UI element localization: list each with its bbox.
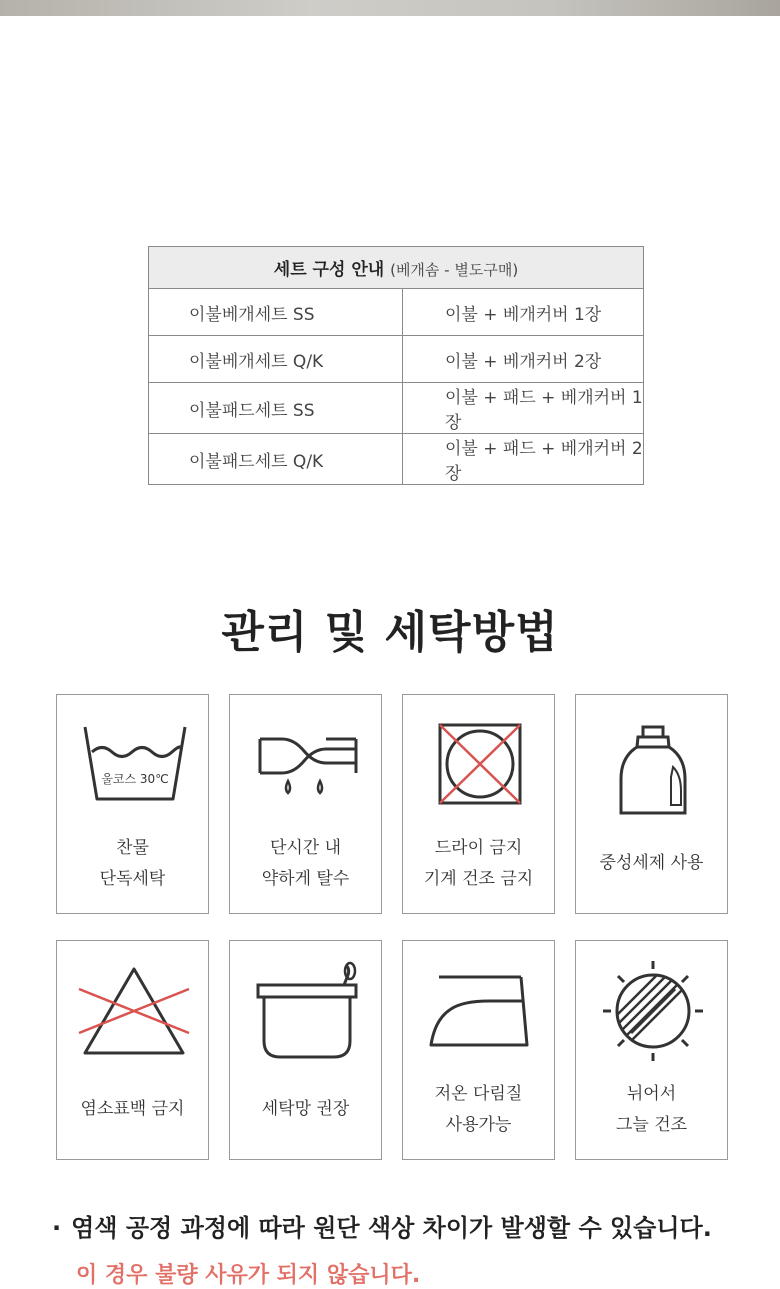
care-caption: 뉘어서 그늘 건조 xyxy=(615,1084,688,1135)
care-caption: 저온 다림질 사용가능 xyxy=(434,1084,523,1135)
table-row xyxy=(149,336,644,383)
care-tile-detergent xyxy=(575,694,728,914)
care-caption: 세탁망 권장 xyxy=(261,1099,350,1119)
table-header-row xyxy=(149,247,644,289)
notice-warning: 이 경우 불량 사유가 되지 않습니다. xyxy=(76,1263,421,1288)
product-photo-edge xyxy=(0,0,780,16)
care-tile-spin xyxy=(229,694,382,914)
table-subtitle: (베개솜 - 별도구매) xyxy=(390,261,519,279)
care-caption: 중성세제 사용 xyxy=(599,853,704,873)
detergent-bottle-icon xyxy=(576,695,729,915)
set-content: 이불 + 베개커버 2장 xyxy=(403,336,644,383)
set-name: 이불패드세트 Q/K xyxy=(149,434,403,485)
care-caption: 찬물 단독세탁 xyxy=(99,838,166,889)
set-name: 이불베개세트 Q/K xyxy=(149,336,403,383)
care-tile-no-dry xyxy=(402,694,555,914)
care-caption: 단시간 내 약하게 탈수 xyxy=(261,838,350,889)
set-composition-table xyxy=(148,246,644,485)
table-row xyxy=(149,383,644,434)
care-caption: 드라이 금지 기계 건조 금지 xyxy=(423,838,534,889)
color-variation-notice xyxy=(52,1208,772,1243)
wash-temp-label: 울코스 30℃ xyxy=(101,772,169,786)
set-name: 이불패드세트 SS xyxy=(149,383,403,434)
set-content: 이불 + 베개커버 1장 xyxy=(403,289,644,336)
table-row xyxy=(149,289,644,336)
table-title: 세트 구성 안내 xyxy=(273,260,385,280)
table-row xyxy=(149,434,644,485)
care-tile-cold-wash xyxy=(56,694,209,914)
set-name: 이불베개세트 SS xyxy=(149,289,403,336)
no-bleach-icon xyxy=(57,941,210,1161)
laundry-net-icon xyxy=(230,941,383,1161)
notice-bullet: · xyxy=(52,1214,62,1242)
care-tile-iron xyxy=(402,940,555,1160)
set-content: 이불 + 패드 + 베개커버 1장 xyxy=(403,383,644,434)
care-tile-no-bleach xyxy=(56,940,209,1160)
care-section-title: 관리 및 세탁방법 xyxy=(221,607,559,658)
set-content: 이불 + 패드 + 베개커버 2장 xyxy=(403,434,644,485)
notice-text: 염색 공정 과정에 따라 원단 색상 차이가 발생할 수 있습니다. xyxy=(71,1214,712,1242)
table-header xyxy=(149,247,644,289)
care-tile-shade-dry xyxy=(575,940,728,1160)
care-caption: 염소표백 금지 xyxy=(80,1099,185,1119)
care-tile-laundry-net xyxy=(229,940,382,1160)
